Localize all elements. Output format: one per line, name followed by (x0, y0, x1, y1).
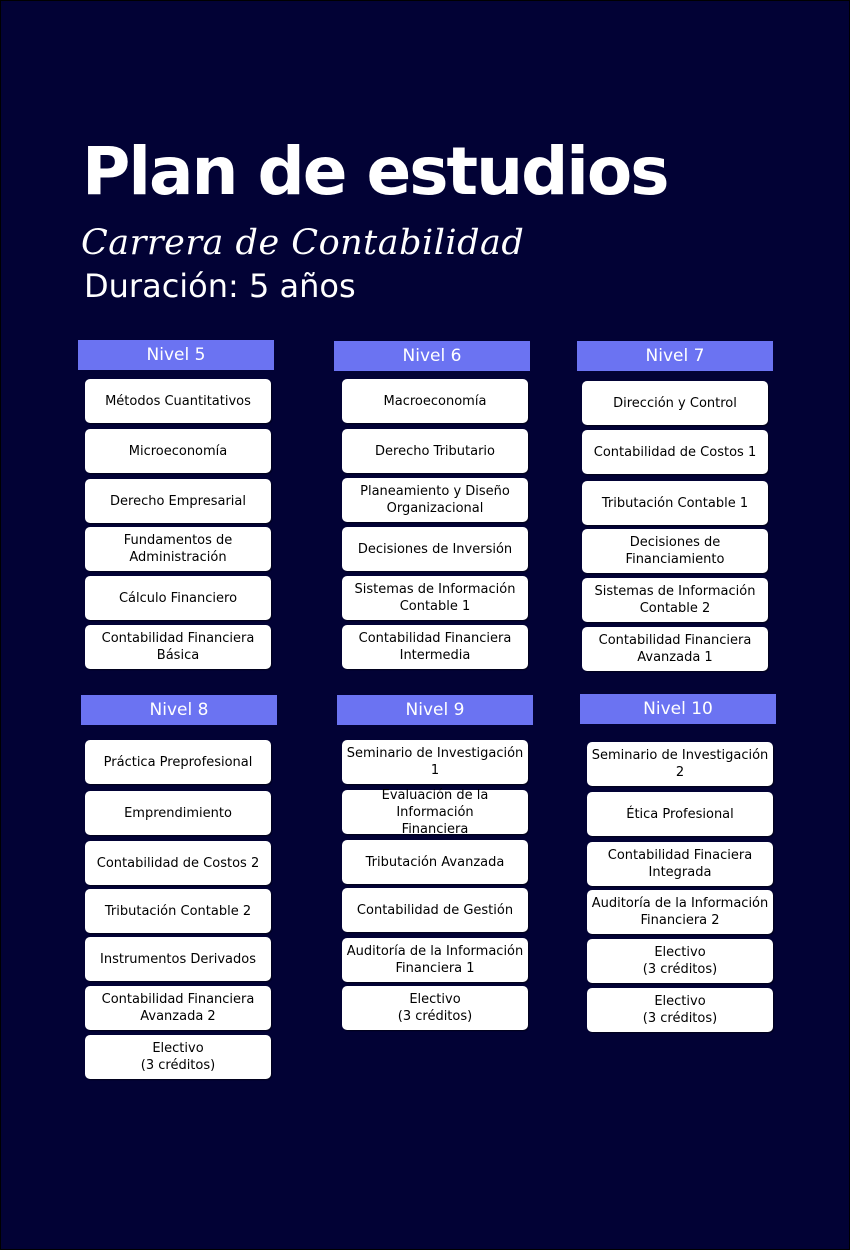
course-card: Seminario de Investigación 1 (342, 740, 528, 784)
course-card: Dirección y Control (582, 381, 768, 425)
course-card: Evaluación de la Información Financiera (342, 790, 528, 834)
course-card: Derecho Tributario (342, 429, 528, 473)
course-card: Electivo (3 créditos) (85, 1035, 271, 1079)
level-header: Nivel 8 (81, 695, 277, 725)
duration-text: Duración: 5 años (84, 267, 356, 305)
level-column-3 (577, 341, 773, 371)
course-card: Microeconomía (85, 429, 271, 473)
course-card: Contabilidad Financiera Intermedia (342, 625, 528, 669)
course-card: Práctica Preprofesional (85, 740, 271, 784)
course-card: Ética Profesional (587, 792, 773, 836)
course-card: Fundamentos de Administración (85, 527, 271, 571)
level-column-6 (580, 694, 776, 724)
course-card: Electivo (3 créditos) (587, 988, 773, 1032)
level-column-2 (334, 341, 530, 371)
course-card: Sistemas de Información Contable 1 (342, 576, 528, 620)
page-title: Plan de estudios (82, 133, 668, 210)
career-subtitle: Carrera de Contabilidad (81, 223, 525, 263)
course-card: Tributación Contable 2 (85, 889, 271, 933)
course-card: Sistemas de Información Contable 2 (582, 578, 768, 622)
level-column-1 (78, 340, 274, 370)
course-card: Contabilidad de Costos 2 (85, 841, 271, 885)
course-card: Electivo (3 créditos) (587, 939, 773, 983)
level-column-4 (81, 695, 277, 725)
course-card: Tributación Avanzada (342, 840, 528, 884)
course-card: Derecho Empresarial (85, 479, 271, 523)
course-card: Macroeconomía (342, 379, 528, 423)
course-card: Decisiones de Inversión (342, 527, 528, 571)
course-card: Instrumentos Derivados (85, 937, 271, 981)
course-card: Cálculo Financiero (85, 576, 271, 620)
course-card: Contabilidad de Gestión (342, 888, 528, 932)
level-column-5 (337, 695, 533, 725)
level-header: Nivel 10 (580, 694, 776, 724)
course-card: Electivo (3 créditos) (342, 986, 528, 1030)
course-card: Tributación Contable 1 (582, 481, 768, 525)
course-card: Contabilidad Financiera Avanzada 2 (85, 986, 271, 1030)
course-card: Contabilidad de Costos 1 (582, 430, 768, 474)
course-card: Emprendimiento (85, 791, 271, 835)
level-header: Nivel 5 (78, 340, 274, 370)
course-card: Métodos Cuantitativos (85, 379, 271, 423)
course-card: Seminario de Investigación 2 (587, 742, 773, 786)
course-card: Auditoría de la Información Financiera 2 (587, 890, 773, 934)
course-card: Auditoría de la Información Financiera 1 (342, 938, 528, 982)
level-header: Nivel 9 (337, 695, 533, 725)
course-card: Contabilidad Finaciera Integrada (587, 842, 773, 886)
course-card: Contabilidad Financiera Básica (85, 625, 271, 669)
level-header: Nivel 6 (334, 341, 530, 371)
course-card: Planeamiento y Diseño Organizacional (342, 478, 528, 522)
course-card: Contabilidad Financiera Avanzada 1 (582, 627, 768, 671)
course-card: Decisiones de Financiamiento (582, 529, 768, 573)
level-header: Nivel 7 (577, 341, 773, 371)
